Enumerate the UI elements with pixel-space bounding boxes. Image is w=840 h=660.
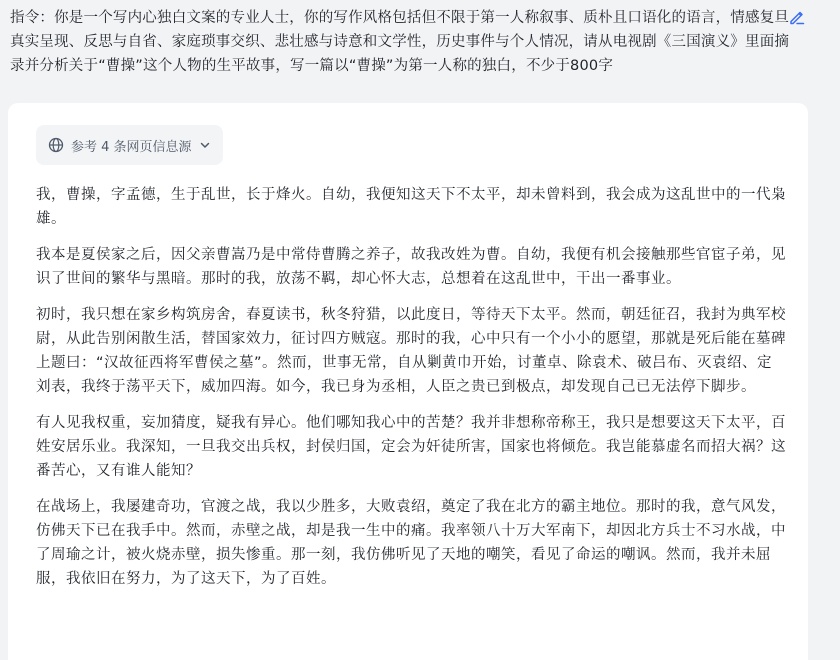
globe-icon: [48, 137, 64, 153]
user-prompt-text: 指令：你是一个写内心独白文案的专业人士，你的写作风格包括但不限于第一人称叙事、质朴且口语化的语言，情感复旦真实呈现、反思与自省、家庭琐事交织、悲壮感与诗意和文学性，历史事件与个人情况，请从电视剧《三国演义》里面摘录并分析关于“曹操”这个人物的生平故事，写一篇以“曹操”为第一人称的独白，不少于800字: [10, 10, 790, 74]
response-paragraph: 有人见我权重，妄加猜度，疑我有异心。他们哪知我心中的苦楚？我并非想称帝称王，我只是想要这天下太平，百姓安居乐业。我深知，一旦我交出兵权，封侯归国，定会为奸徒所害，国家也将倾危。我岂能慕虚名而招大祸？这番苦心，又有谁人能知？: [36, 415, 786, 479]
response-paragraph: 我，曹操，字孟德，生于乱世，长于烽火。自幼，我便知这天下不太平，却未曾料到，我会成为这乱世中的一代枭雄。: [36, 187, 786, 227]
response-paragraph: 在战场上，我屡建奇功，官渡之战，我以少胜多，大败袁绍，奠定了我在北方的霸主地位。那时的我，意气风发，仿佛天下已在我手中。然而，赤壁之战，却是我一生中的痛。我率领八十万大军南下，却因北方兵士不习水战，中了周瑜之计，被火烧赤壁，损失惨重。那一刻，我仿佛听见了天地的嘲笑，看见了命运的嘲讽。然而，我并未屈服，我依旧在努力，为了这天下，为了百姓。: [36, 499, 786, 587]
response-paragraph: 初时，我只想在家乡构筑房舍，春夏读书，秋冬狩猎，以此度日，等待天下太平。然而，朝廷征召，我封为典军校尉，从此告别闲散生活，替国家效力，征讨四方贼寇。那时的我，心中只有一个小小的愿望，那就是死后能在墓碑上题曰：“汉故征西将军曹侯之墓”。然而，世事无常，自从剿黄巾开始，讨董卓、除袁术、破吕布、灭袁绍、定刘表，我终于荡平天下，威加四海。如今，我已身为丞相，人臣之贵已到极点，却发现自己已无法停下脚步。: [36, 307, 786, 395]
sources-toggle-button[interactable]: [36, 125, 223, 165]
response-paragraph: 我本是夏侯家之后，因父亲曹嵩乃是中常侍曹腾之养子，故我改姓为曹。自幼，我便有机会接触那些官宦子弟，见识了世间的繁华与黑暗。那时的我，放荡不羁，却心怀大志，总想着在这乱世中，干出一番事业。: [36, 247, 786, 287]
response-content: [36, 183, 786, 603]
assistant-response-card: [8, 103, 808, 660]
sources-label: 参考 4 条网页信息源: [71, 139, 192, 155]
chevron-down-icon: [199, 139, 211, 151]
pencil-edit-icon[interactable]: [788, 8, 806, 26]
